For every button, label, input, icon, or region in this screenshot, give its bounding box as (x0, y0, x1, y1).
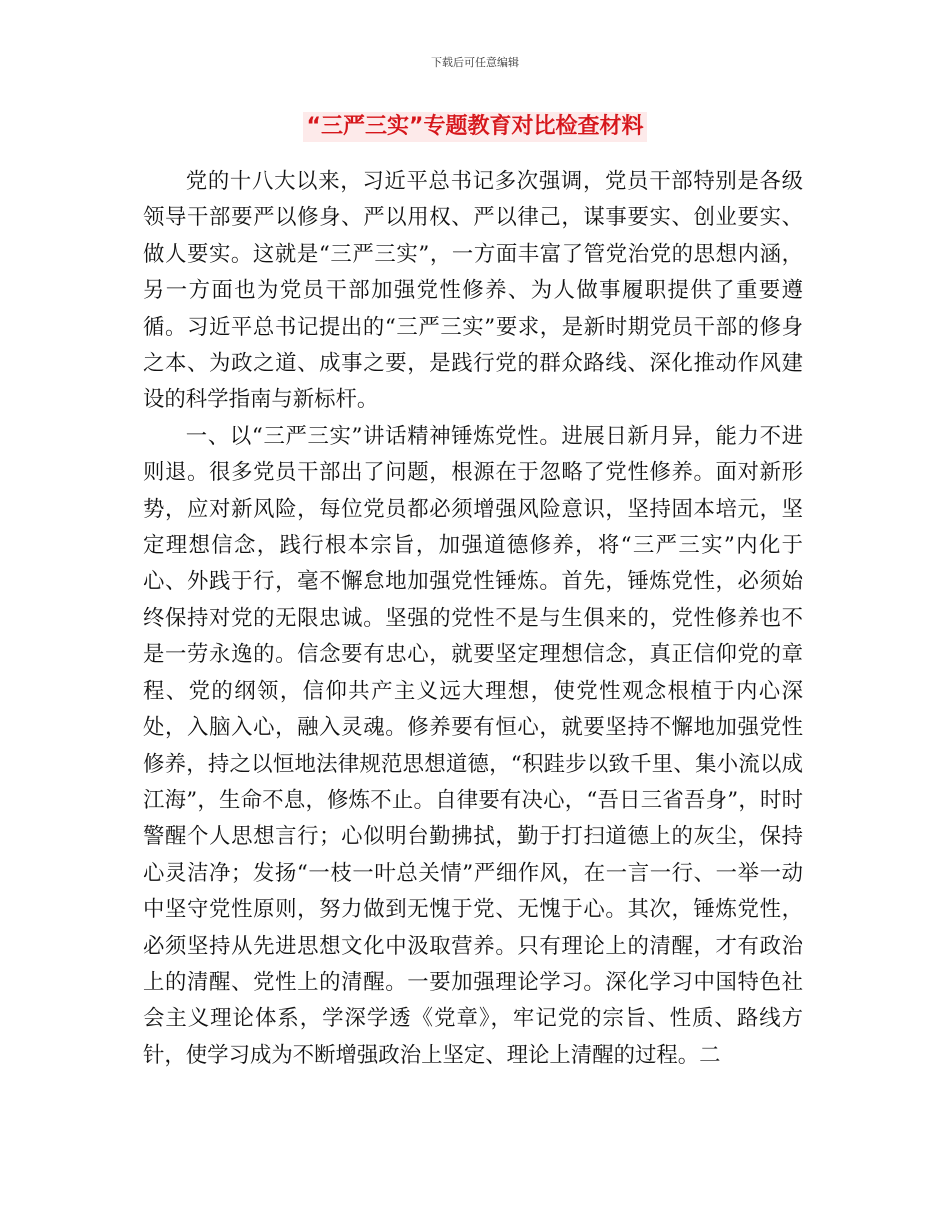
document-body (143, 164, 803, 1074)
header-note: 下载后可任意编辑 (431, 56, 519, 69)
document-title: “三严三实”专题教育对比检查材料 (303, 112, 648, 142)
paragraph-section-one: 一、以“三严三实”讲话精神锤炼党性。进展日新月异，能力不进则退。很多党员干部出了问题，根源在于忽略了党性修养。面对新形势，应对新风险，每位党员都必须增强风险意识，坚持固本培元，坚定理想信念，践行根本宗旨，加强道德修养，将“三严三实”内化于心、外践于行，毫不懈怠地加强党性锤炼。首先，锤炼党性，必须始终保持对党的无限忠诚。坚强的党性不是与生俱来的，党性修养也不是一劳永逸的。信念要有忠心，就要坚定理想信念，真正信仰党的章程、党的纲领，信仰共产主义远大理想，使党性观念根植于内心深处，入脑入心，融入灵魂。修养要有恒心，就要坚持不懈地加强党性修养，持之以恒地法律规范思想道德，“积跬步以致千里、集小流以成江海”，生命不息，修炼不止。自律要有决心，“吾日三省吾身”，时时警醒个人思想言行；心似明台勤拂拭，勤于打扫道德上的灰尘，保持心灵洁净；发扬“一枝一叶总关情”严细作风，在一言一行、一举一动中坚守党性原则，努力做到无愧于党、无愧于心。其次，锤炼党性，必须坚持从先进思想文化中汲取营养。只有理论上的清醒，才有政治上的清醒、党性上的清醒。一要加强理论学习。深化学习中国特色社会主义理论体系，学深学透《党章》，牢记党的宗旨、性质、路线方针，使学习成为不断增强政治上坚定、理论上清醒的过程。二 (143, 423, 803, 1068)
title-wrap (0, 112, 950, 142)
paragraph-intro: 党的十八大以来，习近平总书记多次强调，党员干部特别是各级领导干部要严以修身、严以用权、严以律己，谋事要实、创业要实、做人要实。这就是“三严三实”，一方面丰富了管党治党的思想内涵，另一方面也为党员干部加强党性修养、为人做事履职提供了重要遵循。习近平总书记提出的“三严三实”要求，是新时期党员干部的修身之本、为政之道、成事之要，是践行党的群众路线、深化推动作风建设的科学指南与新标杆。 (143, 169, 803, 413)
